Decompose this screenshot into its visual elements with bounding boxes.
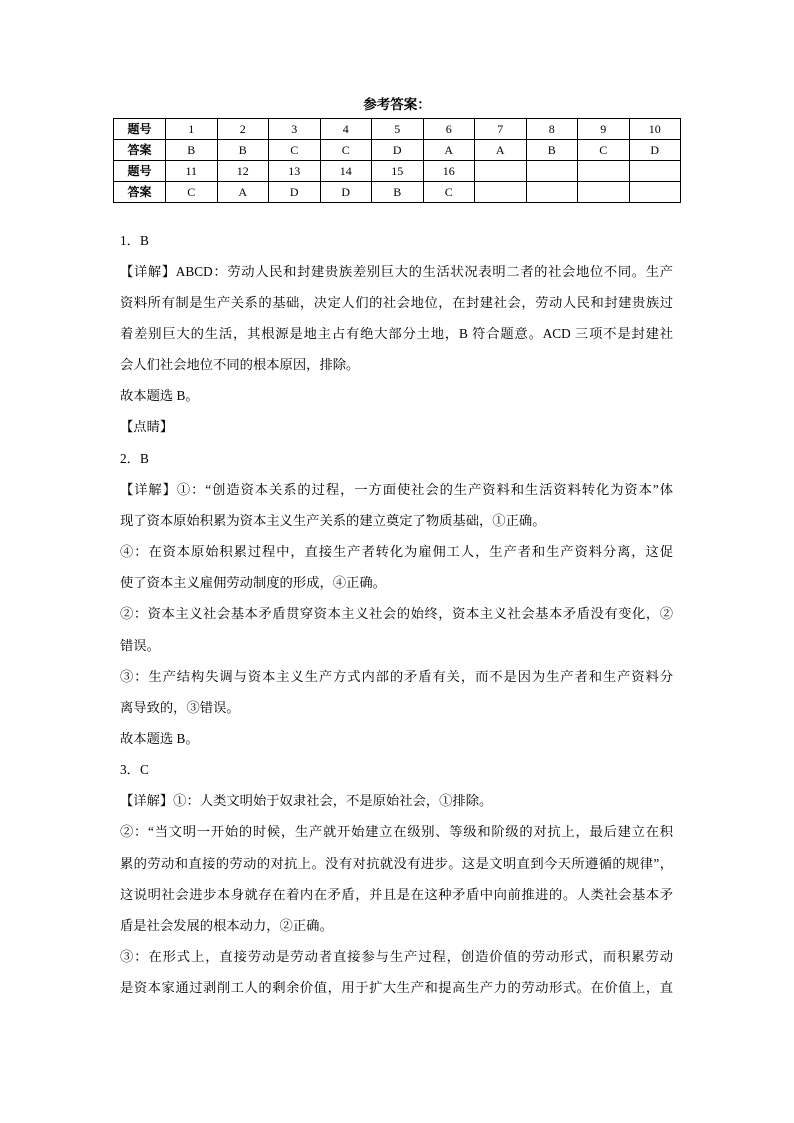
explanation-line: 错误。 (120, 637, 160, 653)
empty-cell (578, 161, 630, 182)
explanation-line: 这说明社会进步本身就存在着内在矛盾，并且是在这种矛盾中向前推进的。人类社会基本矛 (120, 886, 673, 902)
answer-cell: B (166, 140, 218, 161)
question-number-cell: 1 (166, 119, 218, 140)
explanation-line: ②：“当文明一开始的时候，生产就开始建立在级别、等级和阶级的对抗上，最后建立在积 (120, 824, 673, 840)
question-number-cell: 5 (372, 119, 424, 140)
question-number-cell: 14 (320, 161, 372, 182)
explanation-line: ③：在形式上，直接劳动是劳动者直接参与生产过程，创造价值的劳动形式，而积累劳动 (120, 949, 673, 965)
explanation-line: 累的劳动和直接的劳动的对抗上。没有对抗就没有进步。这是文明直到今天所遵循的规律”， (120, 855, 673, 871)
question-number-cell: 6 (423, 119, 475, 140)
answer-cell: C (166, 182, 218, 203)
explanation-line: 离导致的，③错误。 (120, 699, 240, 715)
table-row (114, 161, 681, 182)
empty-cell (475, 182, 527, 203)
question-number-cell: 16 (423, 161, 475, 182)
question-number-cell: 4 (320, 119, 372, 140)
empty-cell (475, 161, 527, 182)
answer-cell: B (217, 140, 269, 161)
row-header: 答案 (114, 140, 166, 161)
answer-cell: C (269, 140, 321, 161)
answer-cell: D (629, 140, 681, 161)
answer-cell: A (423, 140, 475, 161)
empty-cell (629, 161, 681, 182)
explanation-line: 资料所有制是生产关系的基础，决定人们的社会地位，在封建社会，劳动人民和封建贵族过 (120, 294, 673, 310)
explanation-line: 【详解】①：“创造资本关系的过程，一方面使社会的生产资料和生活资料转化为资本”体 (120, 481, 673, 497)
answer-cell: B (526, 140, 578, 161)
answer-table (113, 118, 681, 203)
empty-cell (629, 182, 681, 203)
explanation-line: ④：在资本原始积累过程中，直接生产者转化为雇佣工人，生产者和生产资料分离，这促 (120, 544, 673, 560)
explanations (120, 225, 673, 1004)
explanation-line: ③：生产结构失调与资本主义生产方式内部的矛盾有关，而不是因为生产者和生产资料分 (120, 668, 673, 684)
question-number-cell: 3 (269, 119, 321, 140)
empty-cell (526, 161, 578, 182)
question-number-cell: 9 (578, 119, 630, 140)
answer-cell: D (320, 182, 372, 203)
explanation-line: 使了资本主义雇佣劳动制度的形成，④正确。 (120, 575, 386, 591)
explanation-line: 【详解】①：人类文明始于奴隶社会，不是原始社会，①排除。 (120, 793, 493, 809)
question-number-cell: 2 (217, 119, 269, 140)
row-header: 题号 (114, 161, 166, 182)
question-number-cell: 15 (372, 161, 424, 182)
answer-cell: D (372, 140, 424, 161)
question-answer-heading: 1．B (120, 232, 149, 248)
note-heading: 【点睛】 (120, 419, 174, 435)
answer-cell: C (423, 182, 475, 203)
question-number-cell: 7 (475, 119, 527, 140)
answer-key-title: 参考答案： (363, 97, 431, 112)
answer-cell: B (372, 182, 424, 203)
conclusion-line: 故本题选 B。 (120, 388, 199, 404)
question-number-cell: 11 (166, 161, 218, 182)
empty-cell (526, 182, 578, 203)
question-number-cell: 12 (217, 161, 269, 182)
row-header: 答案 (114, 182, 166, 203)
table-row (114, 140, 681, 161)
explanation-line: 是资本家通过剥削工人的剩余价值，用于扩大生产和提高生产力的劳动形式。在价值上，直 (120, 980, 673, 996)
question-number-cell: 10 (629, 119, 681, 140)
empty-cell (578, 182, 630, 203)
answer-cell: D (269, 182, 321, 203)
question-answer-heading: 2．B (120, 450, 149, 466)
explanation-line: 着差别巨大的生活，其根源是地主占有绝大部分土地，B 符合题意。ACD 三项不是封建社 (120, 325, 673, 341)
question-number-cell: 8 (526, 119, 578, 140)
explanation-line: 现了资本原始积累为资本主义生产关系的建立奠定了物质基础，①正确。 (120, 512, 546, 528)
answer-cell: C (578, 140, 630, 161)
question-answer-heading: 3．C (120, 762, 149, 778)
explanation-line: 会人们社会地位不同的根本原因，排除。 (120, 357, 360, 373)
conclusion-line: 故本题选 B。 (120, 731, 199, 746)
answer-cell: A (217, 182, 269, 203)
explanation-line: 【详解】ABCD：劳动人民和封建贵族差别巨大的生活状况表明二者的社会地位不同。生产 (120, 263, 673, 279)
answer-cell: C (320, 140, 372, 161)
table-row (114, 182, 681, 203)
explanation-line: 盾是社会发展的根本动力，②正确。 (120, 917, 333, 933)
question-number-cell: 13 (269, 161, 321, 182)
answer-cell: A (475, 140, 527, 161)
row-header: 题号 (114, 119, 166, 140)
table-row (114, 119, 681, 140)
explanation-line: ②：资本主义社会基本矛盾贯穿资本主义社会的始终，资本主义社会基本矛盾没有变化，② (120, 606, 673, 622)
